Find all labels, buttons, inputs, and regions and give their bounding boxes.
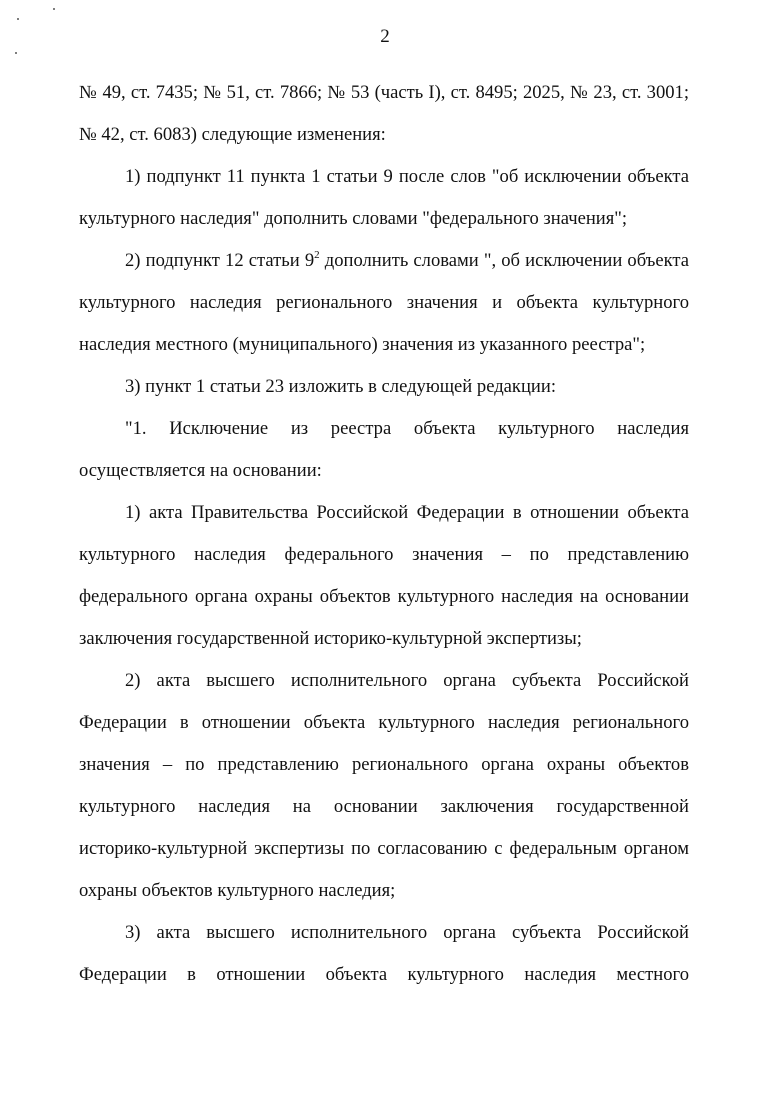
page-number: 2 [380,26,390,47]
text-line: 2) акта высшего исполнительного органа субъекта Российской [125,670,689,691]
text-line: культурного наследия регионального значения и объекта культурного [79,292,689,313]
text-segment: 2) подпункт 12 статьи 9 [125,250,315,271]
paragraph-basis-1 [79,492,689,660]
text-line: историко-культурной экспертизы по согласованию с федеральным органом [79,838,689,859]
text-line: № 49, ст. 7435; № 51, ст. 7866; № 53 (часть I), ст. 8495; 2025, № 23, ст. 3001; [79,82,689,103]
text-line: № 42, ст. 6083) следующие изменения: [79,124,386,145]
text-line: осуществляется на основании: [79,460,322,481]
text-line: 3) пункт 1 статьи 23 изложить в следующей редакции: [125,376,556,397]
text-line: культурного наследия федерального значения – по представлению [79,544,689,565]
text-line: наследия местного (муниципального) значения из указанного реестра"; [79,334,646,355]
paragraph-amendment-3 [79,366,689,408]
paragraph-basis-3 [79,912,689,996]
scan-artifact [53,8,55,10]
paragraph-amendment-1 [79,156,689,240]
text-line: культурного наследия на основании заключения государственной [79,796,689,817]
text-line: 1) подпункт 11 пункта 1 статьи 9 после слов "об исключении объекта [125,166,689,187]
scan-artifact [17,18,19,20]
text-line: значения – по представлению регионального органа охраны объектов [79,754,689,775]
text-line: федерального органа охраны объектов культурного наследия на основании [79,586,689,607]
text-line: 3) акта высшего исполнительного органа субъекта Российской [125,922,689,943]
text-segment: дополнить словами ", об исключении объекта [319,250,689,271]
document-body [79,72,689,996]
text-line: Федерации в отношении объекта культурного наследия местного [79,964,689,985]
paragraph-article-23-1 [79,408,689,492]
paragraph-citation-tail [79,72,689,156]
text-line: "1. Исключение из реестра объекта культурного наследия [125,418,689,439]
text-line: Федерации в отношении объекта культурного наследия регионального [79,712,689,733]
superscript: 2 [314,249,320,261]
paragraph-basis-2 [79,660,689,912]
text-line: охраны объектов культурного наследия; [79,880,396,901]
text-line: культурного наследия" дополнить словами "федерального значения"; [79,208,628,229]
text-line: заключения государственной историко-культурной экспертизы; [79,628,582,649]
text-line [79,240,689,282]
scan-artifact [15,52,17,54]
paragraph-amendment-2 [79,240,689,366]
text-line: 1) акта Правительства Российской Федерации в отношении объекта [125,502,689,523]
